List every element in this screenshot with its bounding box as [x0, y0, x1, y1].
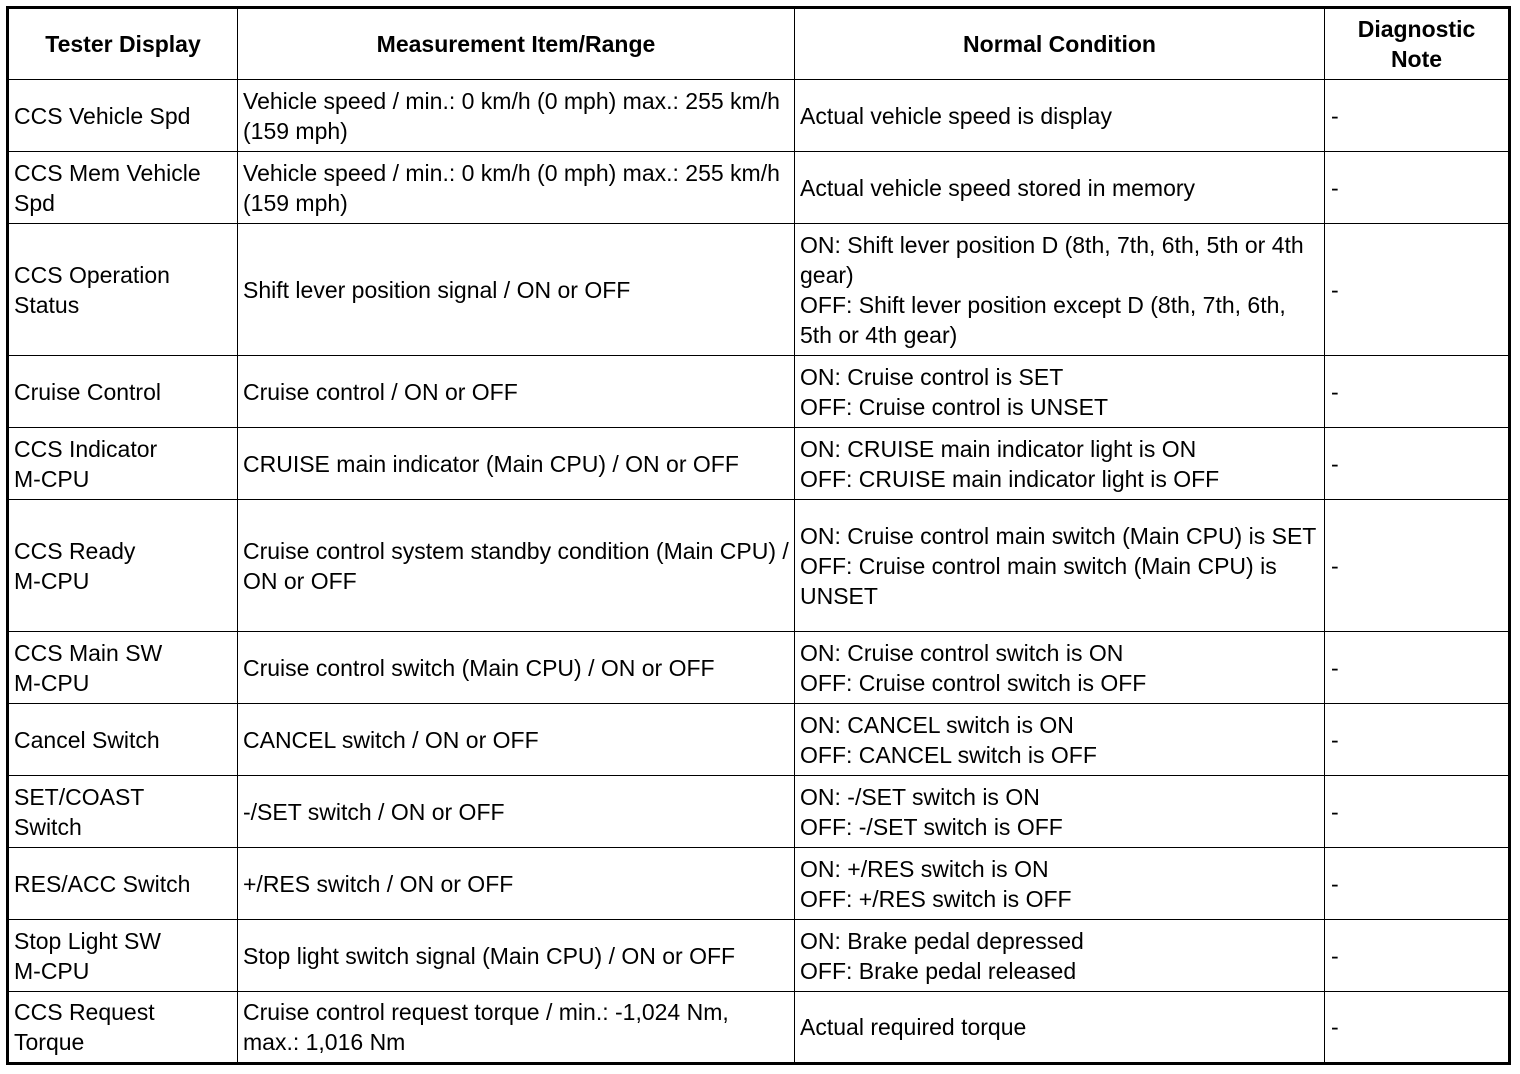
cell-diagnostic-note: - — [1325, 500, 1510, 632]
cell-tester-display — [8, 920, 238, 992]
cell-tester-display — [8, 704, 238, 776]
cell-normal-condition — [795, 704, 1325, 776]
cell-diagnostic-note: - — [1325, 992, 1510, 1064]
cell-measurement-item-range: Vehicle speed / min.: 0 km/h (0 mph) max.: 255 km/h (159 mph) — [238, 80, 795, 152]
header-diagnostic-note-line: Diagnostic — [1357, 16, 1476, 42]
cell-tester-display — [8, 848, 238, 920]
table-row — [8, 356, 1510, 428]
normal-condition-text: OFF: Cruise control is UNSET — [800, 393, 1108, 420]
cell-measurement-item-range: Cruise control system standby condition (Main CPU) / ON or OFF — [238, 500, 795, 632]
cell-diagnostic-note: - — [1325, 632, 1510, 704]
header-row — [8, 8, 1510, 80]
cell-normal-condition — [795, 80, 1325, 152]
header-tester-display: Tester Display — [8, 8, 238, 80]
header-normal-condition: Normal Condition — [795, 8, 1325, 80]
cell-normal-condition — [795, 224, 1325, 356]
header-measurement-item-range: Measurement Item/Range — [238, 8, 795, 80]
tester-display-text: M-CPU — [14, 567, 90, 594]
tester-display-text: M-CPU — [14, 669, 90, 696]
table-row — [8, 428, 1510, 500]
table-row — [8, 920, 1510, 992]
table-row — [8, 500, 1510, 632]
table-row — [8, 776, 1510, 848]
cell-measurement-item-range: Cruise control switch (Main CPU) / ON or OFF — [238, 632, 795, 704]
normal-condition-text: ON: Cruise control is SET — [800, 363, 1064, 390]
table-row — [8, 992, 1510, 1064]
cell-diagnostic-note: - — [1325, 704, 1510, 776]
tester-display-text: CCS Main SW — [14, 639, 163, 666]
tester-display-text: SET/COAST — [14, 783, 145, 810]
cell-tester-display — [8, 224, 238, 356]
cell-measurement-item-range: +/RES switch / ON or OFF — [238, 848, 795, 920]
table-row — [8, 80, 1510, 152]
cell-tester-display — [8, 500, 238, 632]
normal-condition-text: OFF: Brake pedal released — [800, 957, 1077, 984]
normal-condition-text: OFF: -/SET switch is OFF — [800, 813, 1063, 840]
tester-display-text: CCS Ready — [14, 537, 136, 564]
tester-display-text: Torque — [14, 1029, 85, 1055]
cell-measurement-item-range: Stop light switch signal (Main CPU) / ON or OFF — [238, 920, 795, 992]
tester-display-text: CCS Indicator — [14, 435, 158, 462]
normal-condition-text: Actual vehicle speed stored in memory — [800, 174, 1196, 201]
normal-condition-text: ON: Shift lever position D (8th, 7th, 6th, 5th or 4th gear) — [800, 231, 1304, 288]
cell-diagnostic-note: - — [1325, 224, 1510, 356]
cell-measurement-item-range: CANCEL switch / ON or OFF — [238, 704, 795, 776]
table-row — [8, 848, 1510, 920]
table-row — [8, 704, 1510, 776]
table-row — [8, 632, 1510, 704]
cell-diagnostic-note: - — [1325, 152, 1510, 224]
data-list-sheet — [6, 6, 1508, 1065]
table-row — [8, 152, 1510, 224]
cell-normal-condition — [795, 152, 1325, 224]
cell-normal-condition — [795, 776, 1325, 848]
tester-display-text: CCS Mem Vehicle Spd — [14, 159, 201, 216]
tester-display-text: M-CPU — [14, 957, 90, 984]
cell-tester-display — [8, 356, 238, 428]
cell-normal-condition — [795, 992, 1325, 1064]
cell-normal-condition — [795, 428, 1325, 500]
normal-condition-text: ON: CRUISE main indicator light is ON — [800, 435, 1197, 462]
cell-diagnostic-note: - — [1325, 848, 1510, 920]
normal-condition-text: OFF: +/RES switch is OFF — [800, 885, 1072, 912]
normal-condition-text: OFF: Shift lever position except D (8th, 7th, 6th, 5th or 4th gear) — [800, 291, 1286, 348]
cell-normal-condition — [795, 356, 1325, 428]
cell-normal-condition — [795, 632, 1325, 704]
tester-display-text: CCS Request — [14, 999, 155, 1025]
data-list-table — [6, 6, 1511, 1065]
tester-display-text: RES/ACC Switch — [14, 870, 191, 897]
tester-display-text: CCS Vehicle Spd — [14, 102, 191, 129]
normal-condition-text: OFF: Cruise control switch is OFF — [800, 669, 1147, 696]
normal-condition-text: ON: -/SET switch is ON — [800, 783, 1040, 810]
tester-display-text: CCS Operation Status — [14, 261, 170, 318]
cell-tester-display — [8, 80, 238, 152]
cell-tester-display — [8, 992, 238, 1064]
cell-diagnostic-note: - — [1325, 920, 1510, 992]
table-body — [8, 80, 1510, 1064]
cell-measurement-item-range: -/SET switch / ON or OFF — [238, 776, 795, 848]
cell-diagnostic-note: - — [1325, 776, 1510, 848]
cell-diagnostic-note: - — [1325, 428, 1510, 500]
normal-condition-text: ON: Cruise control switch is ON — [800, 639, 1124, 666]
normal-condition-text: OFF: Cruise control main switch (Main CPU) is UNSET — [800, 552, 1277, 609]
cell-tester-display — [8, 776, 238, 848]
normal-condition-text: ON: Brake pedal depressed — [800, 927, 1084, 954]
normal-condition-text: Actual vehicle speed is display — [800, 102, 1112, 129]
cell-measurement-item-range: Cruise control request torque / min.: -1,024 Nm, max.: 1,016 Nm — [238, 992, 795, 1064]
normal-condition-text: ON: Cruise control main switch (Main CPU) is SET — [800, 522, 1317, 549]
cell-normal-condition — [795, 848, 1325, 920]
header-diagnostic-note — [1325, 8, 1510, 80]
cell-diagnostic-note: - — [1325, 356, 1510, 428]
table-row — [8, 224, 1510, 356]
normal-condition-text: ON: +/RES switch is ON — [800, 855, 1049, 882]
cell-diagnostic-note: - — [1325, 80, 1510, 152]
normal-condition-text: ON: CANCEL switch is ON — [800, 711, 1074, 738]
table-header — [8, 8, 1510, 80]
header-diagnostic-note-line: Note — [1390, 46, 1443, 72]
cell-measurement-item-range: Vehicle speed / min.: 0 km/h (0 mph) max.: 255 km/h (159 mph) — [238, 152, 795, 224]
tester-display-text: Switch — [14, 813, 82, 840]
cell-tester-display — [8, 152, 238, 224]
cell-tester-display — [8, 632, 238, 704]
normal-condition-text: Actual required torque — [800, 1014, 1027, 1040]
normal-condition-text: OFF: CANCEL switch is OFF — [800, 741, 1097, 768]
tester-display-text: Cruise Control — [14, 378, 161, 405]
cell-measurement-item-range: Shift lever position signal / ON or OFF — [238, 224, 795, 356]
cell-measurement-item-range: Cruise control / ON or OFF — [238, 356, 795, 428]
tester-display-text: Stop Light SW — [14, 927, 162, 954]
tester-display-text: M-CPU — [14, 465, 90, 492]
normal-condition-text: OFF: CRUISE main indicator light is OFF — [800, 465, 1220, 492]
cell-measurement-item-range: CRUISE main indicator (Main CPU) / ON or OFF — [238, 428, 795, 500]
cell-tester-display — [8, 428, 238, 500]
tester-display-text: Cancel Switch — [14, 726, 160, 753]
cell-normal-condition — [795, 500, 1325, 632]
cell-normal-condition — [795, 920, 1325, 992]
